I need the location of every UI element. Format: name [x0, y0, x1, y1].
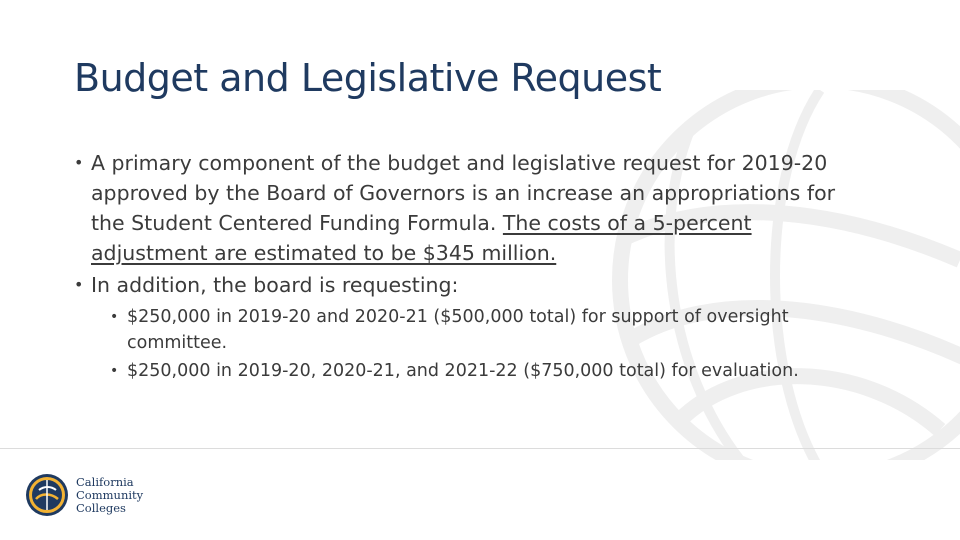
bullet-marker: •: [110, 363, 119, 379]
logo-text: [76, 476, 143, 515]
sub-bullet-text: $250,000 in 2019-20, 2020-21, and 2021-22 ($750,000 total) for evaluation.: [127, 361, 799, 381]
sub-bullet-item: [110, 304, 874, 356]
bullet-item: [74, 270, 874, 300]
bullet-text: A primary component of the budget and legislative request for 2019-20 approved by the Board of Governors is an increase an appropriations for the Student Centered Funding Formula.: [91, 151, 836, 235]
bullet-text: In addition, the board is requesting:: [91, 273, 459, 297]
sub-bullet-list: [110, 304, 874, 384]
logo-line: Colleges: [76, 500, 126, 515]
bullet-marker: •: [74, 275, 84, 294]
logo-line: California: [76, 474, 134, 489]
bullet-marker: •: [74, 153, 84, 172]
sub-bullet-text: $250,000 in 2019-20 and 2020-21 ($500,000 total) for support of oversight committee.: [127, 307, 789, 353]
bullet-item: [74, 148, 874, 268]
bullet-marker: •: [110, 309, 119, 325]
california-community-colleges-logo: [24, 472, 143, 518]
slide-title: Budget and Legislative Request: [74, 56, 662, 100]
bullet-underlined-text: The costs of a 5-percent adjustment are estimated to be $345 million.: [91, 211, 752, 265]
footer-divider: [0, 448, 960, 449]
bullet-list: [74, 148, 874, 384]
california-community-colleges-seal-icon: [24, 472, 70, 518]
sub-bullet-item: [110, 358, 874, 384]
logo-line: Community: [76, 487, 144, 502]
